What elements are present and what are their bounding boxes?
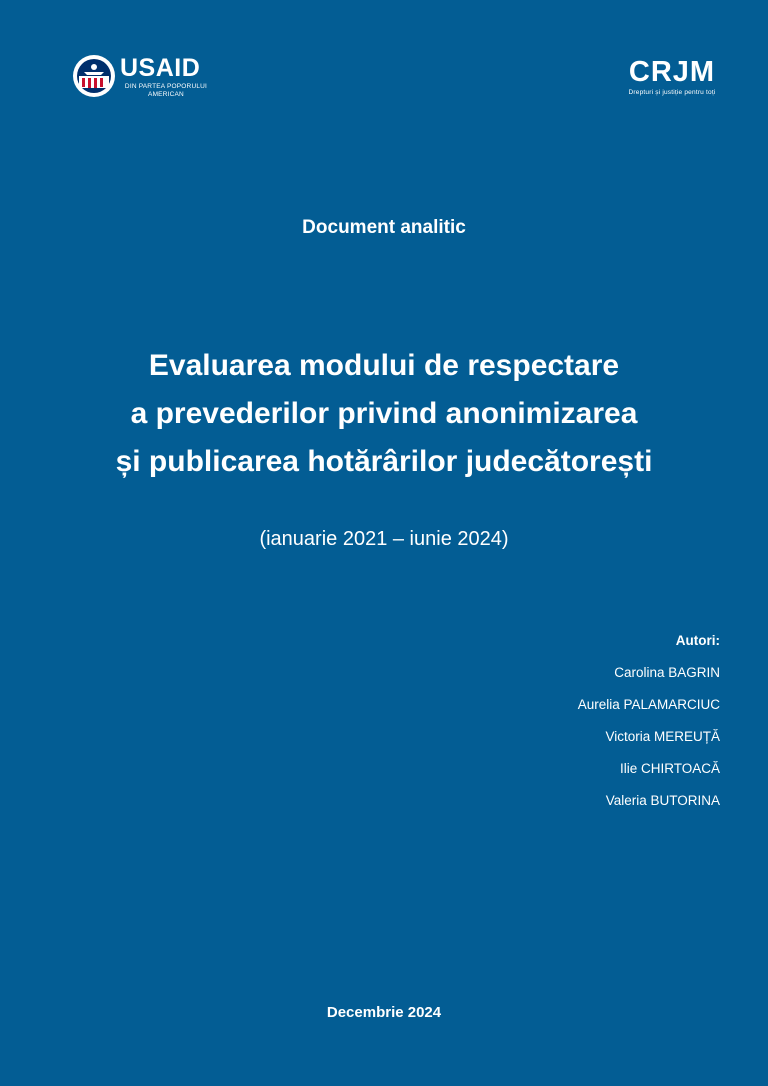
crjm-tagline: Drepturi și justiție pentru toți [628, 89, 716, 96]
title-line: Evaluarea modului de respectare [148, 349, 620, 382]
authors-label: Autori: [675, 633, 720, 648]
crjm-logo [620, 56, 724, 100]
document-type: Document analitic [302, 217, 466, 238]
author-name: Valeria BUTORINA [605, 793, 720, 808]
crjm-wordmark: CRJM [628, 56, 716, 88]
author-name: Ilie CHIRTOACĂ [619, 761, 720, 776]
author-name: Aurelia PALAMARCIUC [577, 697, 720, 712]
usaid-tagline: DIN PARTEA POPORULUI AMERICAN [124, 83, 208, 98]
title-line: și publicarea hotărârilor judecătorești [115, 445, 653, 478]
author-name: Victoria MEREUȚĂ [605, 729, 720, 744]
document-title [40, 342, 728, 486]
usaid-wordmark: USAID [120, 54, 201, 82]
period: (ianuarie 2021 – iunie 2024) [259, 528, 509, 550]
title-line: a prevederilor privind anonimizarea [130, 397, 638, 430]
publication-date: Decembrie 2024 [326, 1004, 442, 1021]
usaid-logo [72, 52, 222, 102]
authors-block [420, 632, 720, 810]
usaid-seal-icon [72, 54, 116, 98]
author-name: Carolina BAGRIN [614, 665, 720, 680]
